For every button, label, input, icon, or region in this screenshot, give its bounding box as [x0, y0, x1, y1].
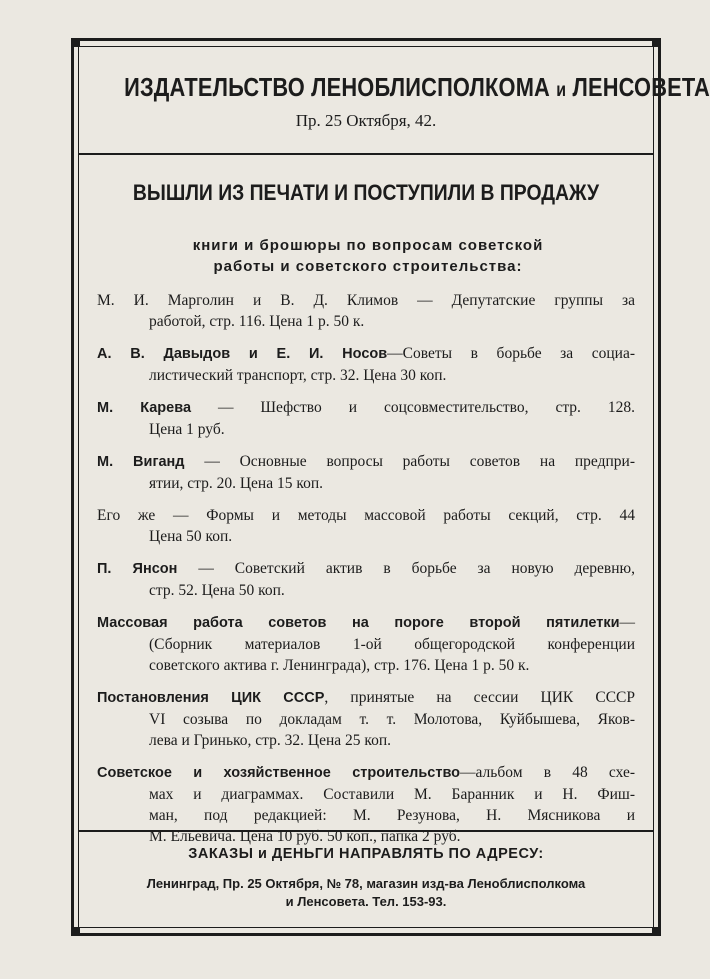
entry-line: Цена 50 коп. — [149, 528, 233, 545]
book-entry — [97, 505, 635, 547]
publisher-end: ЛЕНСОВЕТА — [572, 72, 710, 102]
divider — [78, 830, 654, 832]
entry-line: М. Ельевича. Цена 10 руб. 50 коп., папка 2 руб. — [149, 828, 461, 845]
entry-author: Массовая работа советов на пороге второй пятилетки — [97, 615, 620, 631]
book-entry — [97, 612, 635, 676]
entry-line — [97, 343, 635, 365]
entry-line: Цена 1 руб. — [149, 421, 225, 438]
entry-author: П. Янсон — [97, 561, 178, 577]
entry-line: стр. 52. Цена 50 коп. — [149, 582, 285, 599]
book-entry — [97, 397, 635, 440]
entry-line: листический транспорт, стр. 32. Цена 30 коп. — [149, 367, 447, 384]
entry-text: — Депутатские группы за — [398, 292, 635, 309]
publisher-title — [124, 72, 710, 103]
entry-author: Советское и хозяйственное строительство — [97, 765, 461, 781]
entry-text: —Советы в борьбе за социа- — [387, 345, 636, 362]
order-heading: ЗАКАЗЫ и ДЕНЬГИ НАПРАВЛЯТЬ ПО АДРЕСУ: — [188, 846, 544, 862]
entry-text: —альбом в 48 схе- — [460, 764, 635, 781]
book-entry — [97, 290, 635, 332]
entry-line: работой, стр. 116. Цена 1 р. 50 к. — [149, 313, 365, 330]
entry-line — [97, 397, 635, 419]
entry-author: М. Карева — [97, 400, 192, 416]
divider — [78, 153, 654, 155]
book-entry — [97, 558, 635, 601]
entry-line: ятии, стр. 20. Цена 15 коп. — [149, 475, 323, 492]
entry-line: лева и Гринько, стр. 32. Цена 25 коп. — [149, 732, 392, 749]
entry-text: — Основные вопросы работы советов на предпри- — [184, 453, 635, 470]
book-list — [97, 290, 635, 858]
corner-mark — [652, 38, 661, 47]
entry-line — [97, 451, 635, 473]
entry-line: VI созыва по докладам т. т. Молотова, Куйбышева, Яков- — [149, 711, 635, 728]
book-entry — [97, 687, 635, 751]
entry-line: (Сборник материалов 1-ой общегородской конференции — [149, 636, 635, 653]
subheading-line: работы и советского строительства: — [213, 258, 523, 275]
publisher-main: ИЗДАТЕЛЬСТВО ЛЕНОБЛИСПОЛКОМА — [124, 72, 550, 102]
entry-line — [97, 612, 635, 634]
entry-line — [97, 558, 635, 580]
publisher-and: и — [556, 80, 567, 101]
headline: ВЫШЛИ ИЗ ПЕЧАТИ И ПОСТУПИЛИ В ПРОДАЖУ — [132, 180, 600, 205]
subheading — [110, 235, 626, 277]
order-address-line: Ленинград, Пр. 25 Октября, № 78, магазин изд-ва Леноблисполкома — [146, 876, 586, 891]
order-address-line: и Ленсовета. Тел. 153-93. — [285, 894, 447, 909]
corner-mark — [71, 927, 80, 936]
entry-text: — — [619, 614, 635, 631]
publisher-address: Пр. 25 Октября, 42. — [295, 111, 437, 130]
entry-line — [97, 290, 635, 311]
entry-author: М. Виганд — [97, 454, 185, 470]
entry-text: — Советский актив в борьбе за новую деревню, — [177, 560, 635, 577]
entry-line — [97, 687, 635, 709]
entry-author: Постановления ЦИК СССР — [97, 690, 325, 706]
corner-mark — [652, 927, 661, 936]
entry-line — [97, 762, 635, 784]
entry-author: Его же — [97, 507, 156, 524]
entry-line — [97, 505, 635, 526]
entry-author: М. И. Марголин и В. Д. Климов — [97, 292, 399, 309]
entry-line: мах и диаграммах. Составили М. Баранник и Н. Фиш- — [149, 786, 635, 803]
entry-text: — Шефство и соцсовместительство, стр. 128. — [191, 399, 635, 416]
book-entry — [97, 762, 635, 847]
book-entry — [97, 451, 635, 494]
entry-text: — Формы и методы массовой работы секций, стр. 44 — [155, 507, 635, 524]
entry-author: А. В. Давыдов и Е. И. Носов — [97, 346, 388, 362]
entry-line: ман, под редакцией: М. Резунова, Н. Мясникова и — [149, 807, 635, 824]
corner-mark — [71, 38, 80, 47]
book-entry — [97, 343, 635, 386]
entry-line: советского актива г. Ленинграда), стр. 176. Цена 1 р. 50 к. — [149, 657, 530, 674]
entry-text: , принятые на сессии ЦИК СССР — [324, 689, 635, 706]
subheading-line: книги и брошюры по вопросам советской — [192, 237, 544, 254]
